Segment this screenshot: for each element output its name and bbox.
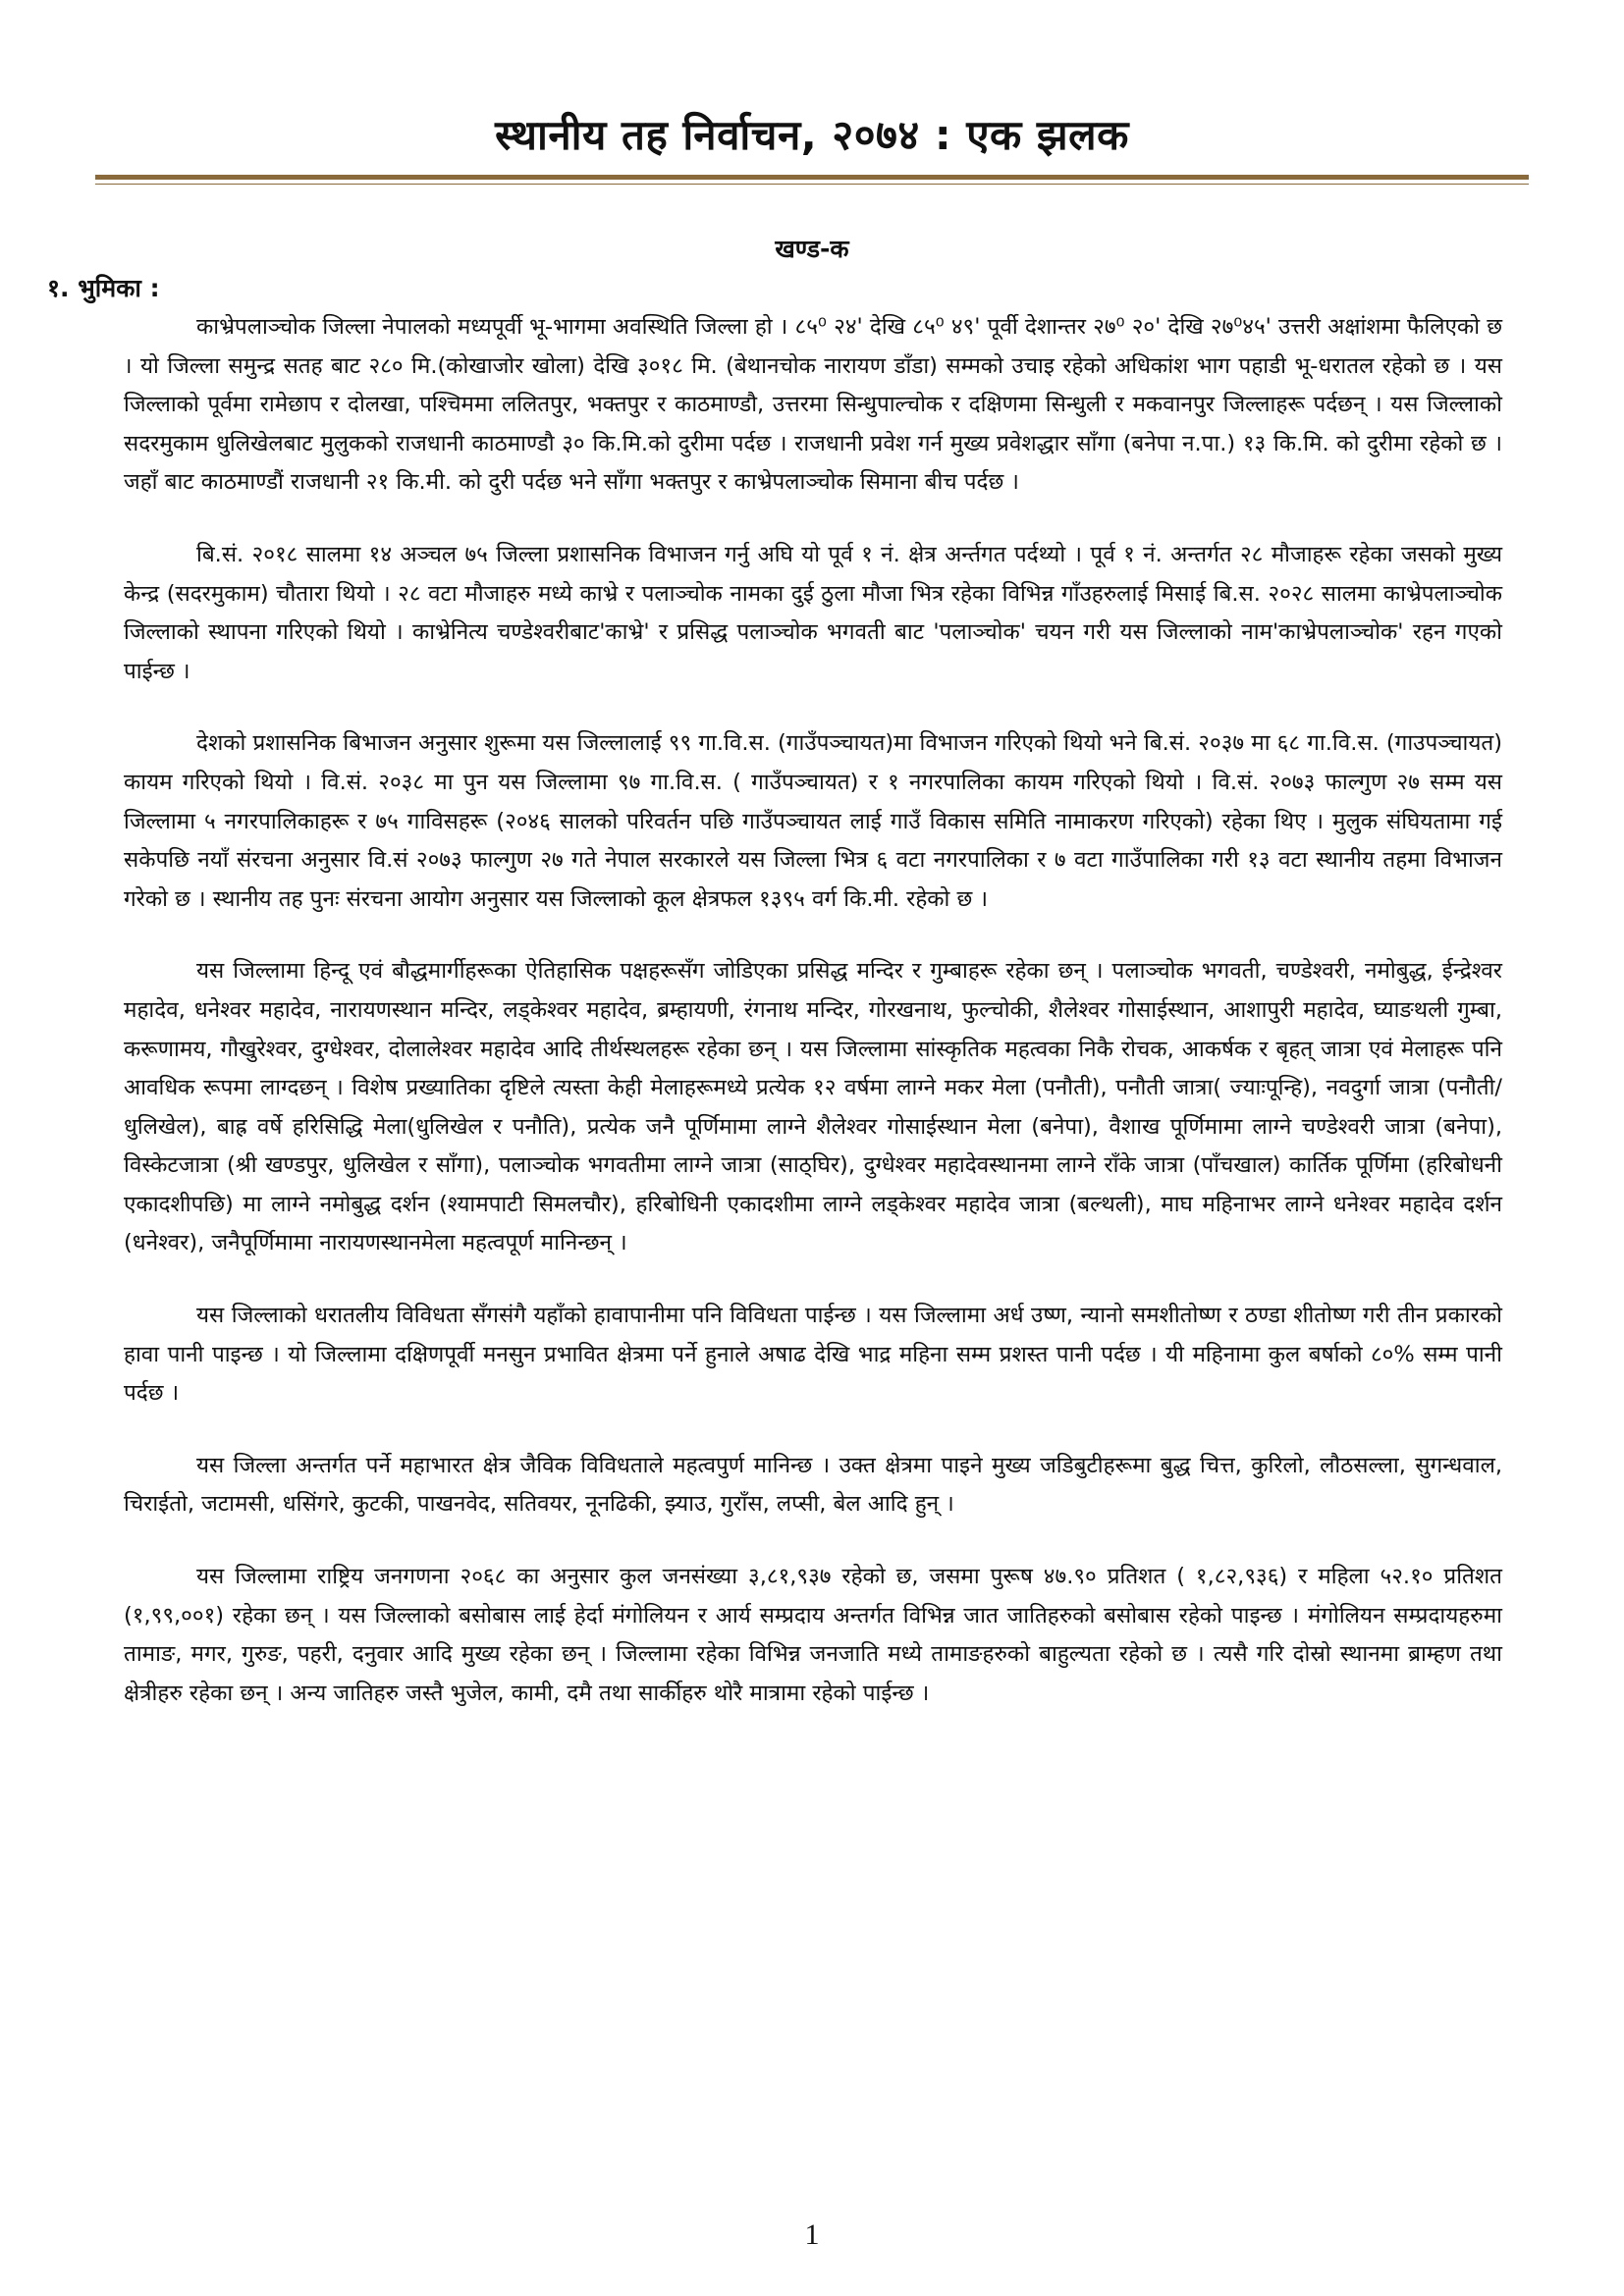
section-heading: खण्ड-क	[775, 235, 849, 263]
page-number: 1	[804, 2218, 820, 2251]
body-text	[124, 308, 1502, 1746]
paragraph-administration: देशको प्रशासनिक बिभाजन अनुसार शुरूमा यस जिल्लालाई ९९ गा.वि.स. (गाउँपञ्चायत)मा विभाजन गरिएको थियो भने बि.सं. २०३७ मा ६८ गा.वि.स. (गाउपञ्चायत) कायम गरिएको थियो । वि.सं. २०३८ मा पुन यस जिल्लामा ९७ गा.वि.स. ( गाउँपञ्चायत) र १ नगरपालिका कायम गरिएको थियो । वि.सं. २०७३ फाल्गुण २७ सम्म यस जिल्लामा ५ नगरपालिकाहरू र ७५ गाविसहरू (२०४६ सालको परिवर्तन पछि गाउँपञ्चायत लाई गाउँ विकास समिति नामाकरण गरिएको) रहेका थिए । मुलुक संघियतामा गई सकेपछि नयाँ संरचना अनुसार वि.सं २०७३ फाल्गुण २७ गते नेपाल सरकारले यस जिल्ला भित्र ६ वटा नगरपालिका र ७ वटा गाउँपालिका गरी १३ वटा स्थानीय तहमा विभाजन गरेको छ । स्थानीय तह पुनः संरचना आयोग अनुसार यस जिल्लाको कूल क्षेत्रफल १३९५ वर्ग कि.मी. रहेको छ ।	[124, 730, 1502, 912]
document-title: स्थानीय तह निर्वाचन, २०७४ : एक झलक	[495, 111, 1129, 159]
sub-heading: १. भुमिका :	[47, 274, 160, 302]
paragraph-population: यस जिल्लामा राष्ट्रिय जनगणना २०६८ का अनुसार कुल जनसंख्या ३,८१,९३७ रहेको छ, जसमा पुरूष ४७.९० प्रतिशत ( १,८२,९३६) र महिला ५२.१० प्रतिशत (१,९९,००१) रहेका छन् । यस जिल्लाको बसोबास लाई हेर्दा मंगोलियन र आर्य सम्प्रदाय अन्तर्गत विभिन्न जात जातिहरुको बसोबास रहेको पाइन्छ । मंगोलियन सम्प्रदायहरुमा तामाङ, मगर, गुरुङ, पहरी, दनुवार आदि मुख्य रहेका छन् । जिल्लामा रहेका विभिन्न जनजाति मध्ये तामाङहरुको बाहुल्यता रहेको छ । त्यसै गरि दोस्रो स्थानमा ब्राम्हण तथा क्षेत्रीहरु रहेका छन् । अन्य जातिहरु जस्तै भुजेल, कामी, दमै तथा सार्कीहरु थोरै मात्रामा रहेको पाईन्छ ।	[124, 1564, 1502, 1706]
paragraph-climate: यस जिल्लाको धरातलीय विविधता सँगसंगै यहाँको हावापानीमा पनि विविधता पाईन्छ । यस जिल्लामा अर्ध उष्ण, न्यानो समशीतोष्ण र ठण्डा शीतोष्ण गरी तीन प्रकारको हावा पानी पाइन्छ । यो जिल्लामा दक्षिणपूर्वी मनसुन प्रभावित क्षेत्रमा पर्ने हुनाले अषाढ देखि भाद्र महिना सम्म प्रशस्त पानी पर्दछ । यी महिनामा कुल बर्षाको ८०% सम्म पानी पर्दछ ।	[124, 1303, 1502, 1407]
paragraph-history: बि.सं. २०१८ सालमा १४ अञ्चल ७५ जिल्ला प्रशासनिक विभाजन गर्नु अघि यो पूर्व १ नं. क्षेत्र अर्न्तगत पर्दथ्यो । पूर्व १ नं. अन्तर्गत २८ मौजाहरू रहेका जसको मुख्य केन्द्र (सदरमुकाम) चौतारा थियो । २८ वटा मौजाहरु मध्ये काभ्रे र पलाञ्चोक नामका दुई ठुला मौजा भित्र रहेका विभिन्न गाँउहरुलाई मिसाई बि.स. २०२८ सालमा काभ्रेपलाञ्चोक जिल्लाको स्थापना गरिएको थियो । काभ्रेनित्य चण्डेश्वरीबाट'काभ्रे' र प्रसिद्ध पलाञ्चोक भगवती बाट 'पलाञ्चोक' चयन गरी यस जिल्लाको नाम'काभ्रेपलाञ्चोक' रहन गएको पाईन्छ ।	[124, 541, 1502, 684]
title-underline	[95, 175, 1529, 180]
paragraph-culture: यस जिल्लामा हिन्दू एवं बौद्धमार्गीहरूका ऐतिहासिक पक्षहरूसँग जोडिएका प्रसिद्ध मन्दिर र गुम्बाहरू रहेका छन् । पलाञ्चोक भगवती, चण्डेश्वरी, नमोबुद्ध, ईन्द्रेश्वर महादेव, धनेश्वर महादेव, नारायणस्थान मन्दिर, लड्केश्वर महादेव, ब्रम्हायणी, रंगनाथ मन्दिर, गोरखनाथ, फुल्चोकी, शैलेश्वर गोसाईस्थान, आशापुरी महादेव, घ्याङथली गुम्बा, करूणामय, गौखुरेश्वर, दुग्धेश्वर, दोलालेश्वर महादेव आदि तीर्थस्थलहरू रहेका छन् । यस जिल्लामा सांस्कृतिक महत्वका निकै रोचक, आकर्षक र बृहत् जात्रा एवं मेलाहरू पनि आवधिक रूपमा लाग्दछन् । विशेष प्रख्यातिका दृष्टिले त्यस्ता केही मेलाहरूमध्ये प्रत्येक १२ वर्षमा लाग्ने मकर मेला (पनौती), पनौती जात्रा( ज्याःपून्हि), नवदुर्गा जात्रा (पनौती/धुलिखेल), बाह्र वर्षे हरिसिद्धि मेला(धुलिखेल र पनौति), प्रत्येक जनै पूर्णिमामा लाग्ने शैलेश्वर गोसाईस्थान मेला (बनेपा), वैशाख पूर्णिमामा लाग्ने चण्डेश्वरी जात्रा (बनेपा), विस्केटजात्रा (श्री खण्डपुर, धुलिखेल र साँगा), पलाञ्चोक भगवतीमा लाग्ने जात्रा (साठ्घिर), दुग्धेश्वर महादेवस्थानमा लाग्ने राँके जात्रा (पाँचखाल) कार्तिक पूर्णिमा (हरिबोधनी एकादशीपछि) मा लाग्ने नमोबुद्ध दर्शन (श्यामपाटी सिमलचौर), हरिबोधिनी एकादशीमा लाग्ने लड्केश्वर महादेव जात्रा (बल्थली), माघ महिनाभर लाग्ने धनेश्वर महादेव दर्शन (धनेश्वर), जनैपूर्णिमामा नारायणस्थानमेला महत्वपूर्ण मानिन्छन् ।	[124, 958, 1502, 1256]
title-underline-thin	[95, 184, 1529, 185]
paragraph-introduction: काभ्रेपलाञ्चोक जिल्ला नेपालको मध्यपूर्वी भू-भागमा अवस्थिति जिल्ला हो । ८५⁰ २४' देखि ८५⁰ ४९' पूर्वी देशान्तर २७⁰ २०' देखि २७⁰४५' उत्तरी अक्षांशमा फैलिएको छ । यो जिल्ला समुन्द्र सतह बाट २८० मि.(कोखाजोर खोला) देखि ३०१८ मि. (बेथानचोक नारायण डाँडा) सम्मको उचाइ रहेको अधिकांश भाग पहाडी भू-धरातल रहेको छ । यस जिल्लाको पूर्वमा रामेछाप र दोलखा, पश्चिममा ललितपुर, भक्तपुर र काठमाण्डौ, उत्तरमा सिन्धुपाल्चोक र दक्षिणमा सिन्धुली र मकवानपुर जिल्लाहरू पर्दछन् । यस जिल्लाको सदरमुकाम धुलिखेलबाट मुलुकको राजधानी काठमाण्डौ ३० कि.मि.को दुरीमा पर्दछ । राजधानी प्रवेश गर्न मुख्य प्रवेशद्धार साँगा (बनेपा न.पा.) १३ कि.मि. को दुरीमा रहेको छ । जहाँ बाट काठमाण्डौं राजधानी २१ कि.मी. को दुरी पर्दछ भने साँगा भक्तपुर र काभ्रेपलाञ्चोक सिमाना बीच पर्दछ ।	[124, 314, 1502, 496]
paragraph-biodiversity: यस जिल्ला अन्तर्गत पर्ने महाभारत क्षेत्र जैविक विविधताले महत्वपुर्ण मानिन्छ । उक्त क्षेत्रमा पाइने मुख्य जडिबुटीहरूमा बुद्ध चित्त, कुरिलो, लौठसल्ला, सुगन्धवाल, चिराईतो, जटामसी, धसिंगरे, कुटकी, पाखनवेद, सतिवयर, नूनढिकी, झ्याउ, गुराँस, लप्सी, बेल आदि हुन् ।	[124, 1452, 1502, 1518]
